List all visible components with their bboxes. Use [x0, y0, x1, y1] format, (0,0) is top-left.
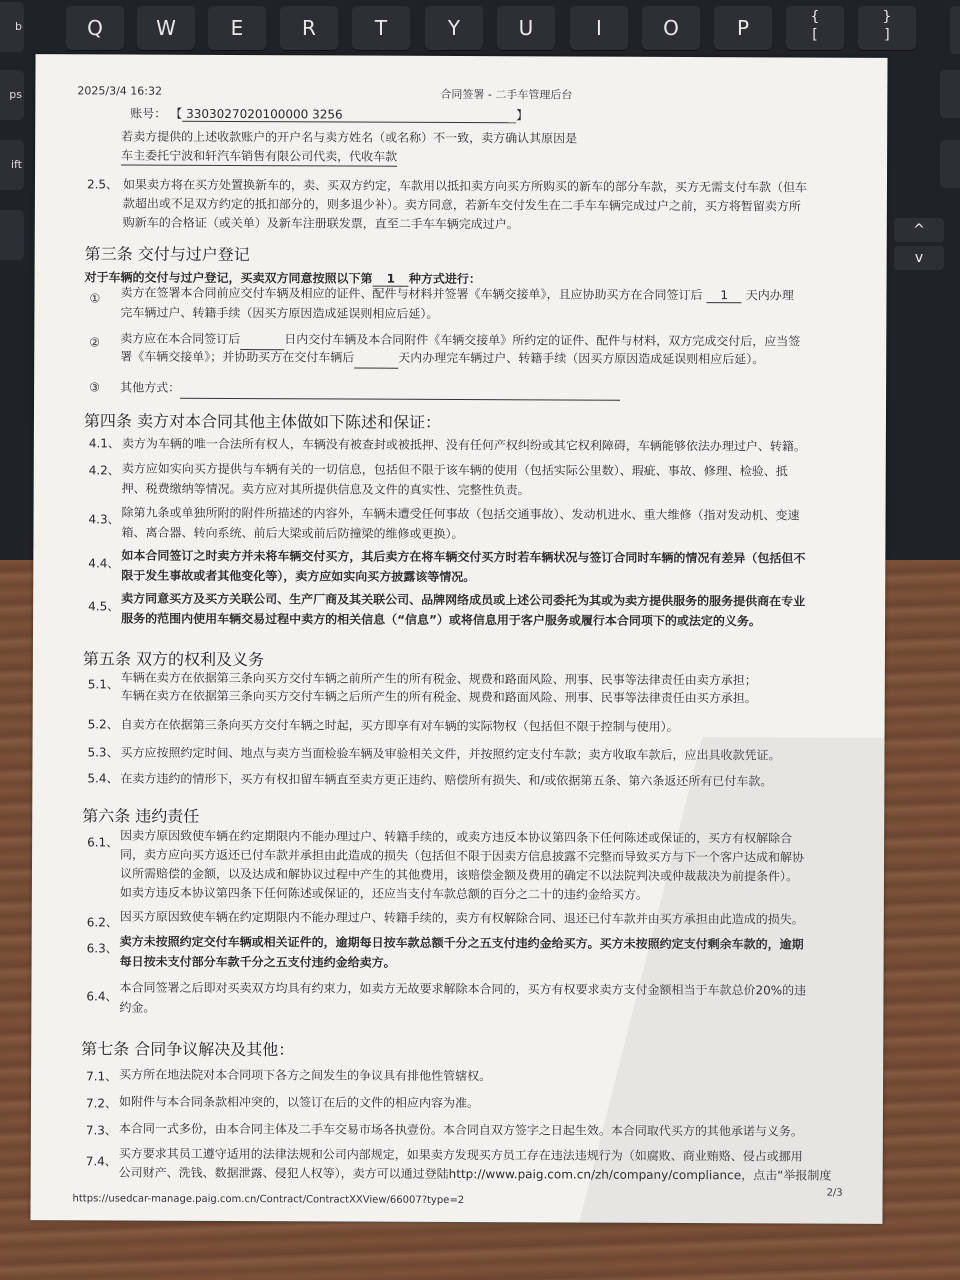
section-4-title: 第四条 卖方对本合同其他主体做如下陈述和保证：: [83, 411, 442, 432]
s3-item-2-blank-2: [354, 348, 398, 369]
s7-4-line-2: 公司财产、洗钱、数据泄露、侵犯人权等），卖方可以通过登陆http://www.paig.com.cn/zh/company/compliance，点击“举报制度: [118, 1165, 832, 1183]
s3-item-3-blank: [180, 378, 620, 401]
s5-1-num: 5.1、: [87, 677, 119, 692]
key-edge-2[interactable]: [940, 70, 960, 118]
s5-4-num: 5.4、: [87, 771, 119, 786]
key-p[interactable]: P: [714, 6, 772, 50]
clause-2-5-line-1: 如果卖方将在买方处置换新车的，卖、买双方约定，车款用以抵扣卖方向买方所购买的新车的部分车款，买方无需支付车款（但车: [122, 177, 808, 195]
key-side-2[interactable]: ps: [0, 70, 24, 120]
s3-item-3-a: 其他方式：: [120, 380, 181, 395]
section-3-lead-b: 种方式进行：: [408, 271, 481, 287]
account-number: 3303027020100000 3256: [182, 107, 516, 123]
s3-item-1-b: 天内办理: [745, 288, 794, 303]
key-side-1[interactable]: b: [0, 2, 24, 52]
s4-1-num: 4.1、: [88, 436, 120, 451]
contract-page: [30, 54, 887, 1224]
s6-2-line-1: 因买方原因致使车辆在约定期限内不能办理过户、转籍手续的，卖方有权解除合同、退还已付车款并由买方承担由此造成的损失。: [119, 909, 804, 927]
key-o[interactable]: O: [642, 6, 700, 50]
account-row: [130, 105, 528, 124]
s6-4-line-1: 本合同签署之后即对买卖双方均具有约束力，如卖方无故要求解除本合同的，买方有权要求卖方支付金额相当于车款总价20%的违: [119, 980, 807, 998]
s3-item-2-line-2: [120, 347, 764, 371]
s6-3-line-1: 卖方未按照约定交付车辆或相关证件的，逾期每日按车款总额千分之五支付违约金给买方。买方未按照约定支付剩余车款的，逾期: [119, 934, 804, 952]
s4-5-num: 4.5、: [88, 599, 120, 614]
section-5-title: 第五条 双方的权利及义务: [82, 649, 265, 670]
key-right-brace-top: }: [882, 9, 892, 25]
s4-2-num: 4.2、: [88, 463, 120, 478]
key-r[interactable]: R: [280, 6, 338, 50]
key-right-brace-bottom: ]: [884, 27, 890, 43]
print-timestamp: 2025/3/4 16:32: [77, 84, 163, 98]
s5-2-line-1: 自卖方在依据第三条向买方交付车辆之时起，买方即享有对车辆的实际物权（包括但不限于控制与使用）。: [120, 717, 679, 734]
s3-item-1-num: ①: [89, 291, 101, 306]
s7-3-num: 7.3、: [85, 1123, 117, 1138]
s6-1-line-4: 如卖方违反本协议第四条下任何陈述或保证的，还应当支付车款总额的百分之二十的违约金给买方。: [119, 885, 648, 902]
s6-1-num: 6.1、: [87, 835, 119, 850]
s4-3-line-2: 箱、离合器、转向系统、前后大梁或前后防撞梁的维修或更换）。: [121, 525, 464, 542]
page-header-title: 合同签署 - 二手车管理后台: [440, 87, 573, 102]
s5-2-num: 5.2、: [87, 717, 119, 732]
s7-4-line-1: 买方要求其员工遵守适用的法律法规和公司内部规定，如果卖方发现买方员工存在违法违规行为（如腐败、商业贿赂、侵占或挪用: [118, 1146, 803, 1164]
key-right-brace[interactable]: [858, 6, 916, 50]
s4-4-line-2: 限于发生事故或者其他变化等），卖方应如实向买方披露该等情况。: [121, 568, 476, 585]
s5-1-line-2: 车辆在卖方在依据第三条向买方交付车辆之后所产生的所有税金、规费和路面风险、刑事、民事等法律责任由买方承担。: [120, 688, 757, 706]
key-edge-3[interactable]: [940, 140, 960, 188]
s3-item-1-days: 1: [706, 288, 742, 303]
key-q[interactable]: Q: [66, 6, 124, 50]
s4-5-line-1: 卖方同意买方及买方关联公司、生产厂商及其关联公司、品牌网络成员或上述公司委托为其或为卖方提供服务的服务提供商在专业: [121, 591, 806, 609]
s3-item-3-line: [120, 378, 620, 401]
key-y[interactable]: Y: [425, 6, 483, 50]
key-t[interactable]: T: [352, 6, 410, 50]
clause-2-5-num: 2.5、: [86, 177, 119, 192]
key-i[interactable]: I: [570, 6, 628, 50]
key-left-brace[interactable]: [786, 6, 844, 50]
s7-2-num: 7.2、: [85, 1096, 118, 1111]
s5-3-num: 5.3、: [87, 745, 119, 760]
s4-2-line-2: 押、税费缴纳等情况。卖方应对其所提供信息及文件的真实性、完整性负责。: [121, 481, 530, 498]
arrow-down-icon: v: [914, 250, 924, 266]
account-label: 账号：: [130, 106, 167, 121]
s6-4-num: 6.4、: [86, 989, 118, 1004]
section-6-title: 第六条 违约责任: [82, 806, 200, 826]
s6-1-line-2: 同，卖方应向买方返还已付车款并承担由此造成的损失（包括但不限于因卖方信息披露不完整而导致买方与下一个客户达成和解协: [120, 847, 805, 865]
key-w[interactable]: W: [137, 6, 195, 50]
s5-3-line-1: 买方应按照约定时间、地点与卖方当面检验车辆及审验相关文件，并按照约定支付车款；卖方收取车款后，应出具收款凭证。: [120, 745, 781, 763]
s3-item-2-a: 卖方应在本合同签订后: [120, 331, 241, 347]
arrow-up-key[interactable]: [894, 218, 944, 242]
section-3-lead-a: 对于车辆的交付与过户登记，买卖双方同意按照以下第: [84, 270, 373, 286]
key-u[interactable]: U: [497, 6, 555, 50]
s6-3-line-2: 每日按未支付部分车款千分之五支付违约金给卖方。: [119, 954, 396, 970]
s5-4-line-1: 在卖方违约的情形下，买方有权扣留车辆直至卖方更正违约、赔偿所有损失、和/或依据第五条、第六条返还所有已付车款。: [120, 771, 773, 789]
s4-2-line-1: 卖方应如实向买方提供与车辆有关的一切信息，包括但不限于该车辆的使用（包括实际公里数）、瑕疵、事故、修理、检验、抵: [121, 461, 788, 479]
key-left-brace-top: {: [810, 9, 820, 25]
key-side-3[interactable]: ift: [0, 140, 24, 190]
clause-2-5-line-3: 购新车的合格证（或关单）及新车注册联发票，直至二手车车辆完成过户。: [122, 215, 519, 232]
s3-item-2-c: 署《车辆交接单》；并协助买方在交付车辆后: [120, 349, 355, 365]
s3-item-2-b: 日内交付车辆及本合同附件《车辆交接单》所约定的证件、配件与材料，双方完成交付后，应当签: [284, 332, 801, 349]
s7-1-line-1: 买方所在地法院对本合同项下各方之间发生的争议具有排他性管辖权。: [119, 1067, 492, 1084]
s7-2-line-1: 如附件与本合同条款相冲突的，以签订在后的文件的相应内容为准。: [118, 1094, 480, 1111]
s6-4-line-2: 约金。: [119, 1000, 156, 1015]
s7-3-line-1: 本合同一式多份，由本合同主体及二手车交易市场各执壹份。本合同自双方签字之日起生效。本合同取代买方的其他承诺与义务。: [118, 1121, 803, 1139]
s6-1-line-1: 因卖方原因致使车辆在约定期限内不能办理过户、转籍手续的，或卖方违反本协议第四条下任何陈述或保证的，买方有权解除合: [120, 828, 793, 846]
key-e[interactable]: E: [208, 6, 266, 50]
section-3-lead-num: 1: [373, 272, 409, 287]
keyboard-top-row: [0, 0, 960, 60]
s7-4-num: 7.4、: [85, 1154, 117, 1169]
clause-2-5-line-2: 款超出或不足双方约定的抵扣部分的，则多退少补）。卖方同意，若新车交付发生在二手车车辆完成过户之前，买方将暂留卖方所: [122, 196, 801, 214]
section-7-title: 第七条 合同争议解决及其他：: [81, 1039, 295, 1060]
account-close-bracket: 】: [516, 108, 529, 123]
s4-3-num: 4.3、: [88, 512, 120, 527]
key-edge[interactable]: [950, 6, 960, 54]
page-number: 2/3: [826, 1187, 843, 1199]
s3-item-2-num: ②: [89, 335, 101, 350]
section-3-title: 第三条 交付与过户登记: [84, 244, 250, 265]
s3-item-2-d: 天内办理完车辆过户、转籍手续（因买方原因造成延误则相应后延）。: [398, 350, 765, 367]
footer-url: https://usedcar-manage.paig.com.cn/Contract/ContractXXView/66007?type=2: [72, 1193, 465, 1207]
intro-line-2: 车主委托宁波和轩汽车销售有限公司代卖，代收车款: [121, 147, 397, 167]
s4-1-line-1: 卖方为车辆的唯一合法所有权人，车辆没有被查封或被抵押、没有任何产权纠纷或其它权利障碍，车辆能够依法办理过户、转籍。: [121, 436, 806, 454]
s5-1-line-1: 车辆在卖方在依据第三条向买方交付车辆之前所产生的所有税金、规费和路面风险、刑事、民事等法律责任由卖方承担；: [120, 670, 757, 688]
s4-4-line-1: 如本合同签订之时卖方并未将车辆交付买方，其后卖方在将车辆交付买方时若车辆状况与签订合同时车辆的情况有差异（包括但不: [121, 548, 806, 566]
intro-line-1: 若卖方提供的上述收款账户的开户名与卖方姓名（或名称）不一致，卖方确认其原因是: [121, 129, 578, 146]
s6-3-num: 6.3、: [86, 941, 118, 956]
key-side-4[interactable]: [0, 210, 24, 260]
s3-item-3-num: ③: [89, 380, 100, 395]
s6-2-num: 6.2、: [86, 915, 118, 930]
s7-1-num: 7.1、: [86, 1069, 118, 1084]
key-left-brace-bottom: [: [812, 27, 818, 43]
arrow-up-icon: ^: [913, 222, 925, 238]
s4-5-line-2: 服务的范围内使用车辆交易过程中卖方的相关信息（“信息”）或将信息用于客户服务或履行本合同项下的或法定的义务。: [121, 611, 761, 629]
account-open-bracket: 【: [170, 106, 183, 121]
s4-4-num: 4.4、: [88, 556, 120, 571]
s3-item-1-c: 完车辆过户、转籍手续（因买方原因造成延误则相应后延）。: [120, 305, 439, 321]
s4-3-line-1: 除第九条或单独所附的附件所描述的内容外，车辆未遭受任何事故（包括交通事故）、发动机进水、重大维修（指对发动机、变速: [121, 505, 800, 523]
s6-1-line-3: 议所需赔偿的金额，以及达成和解协议过程中产生的其他费用，该赔偿金额及费用的确定不以法院判决或仲裁裁决为前提条件）。: [119, 866, 799, 884]
s3-item-1-a: 卖方在签署本合同前应交付车辆及相应的证件、配件与材料并签署《车辆交接单》，且应协助买方在合同签订后: [120, 285, 703, 303]
arrow-down-key[interactable]: [894, 246, 944, 270]
